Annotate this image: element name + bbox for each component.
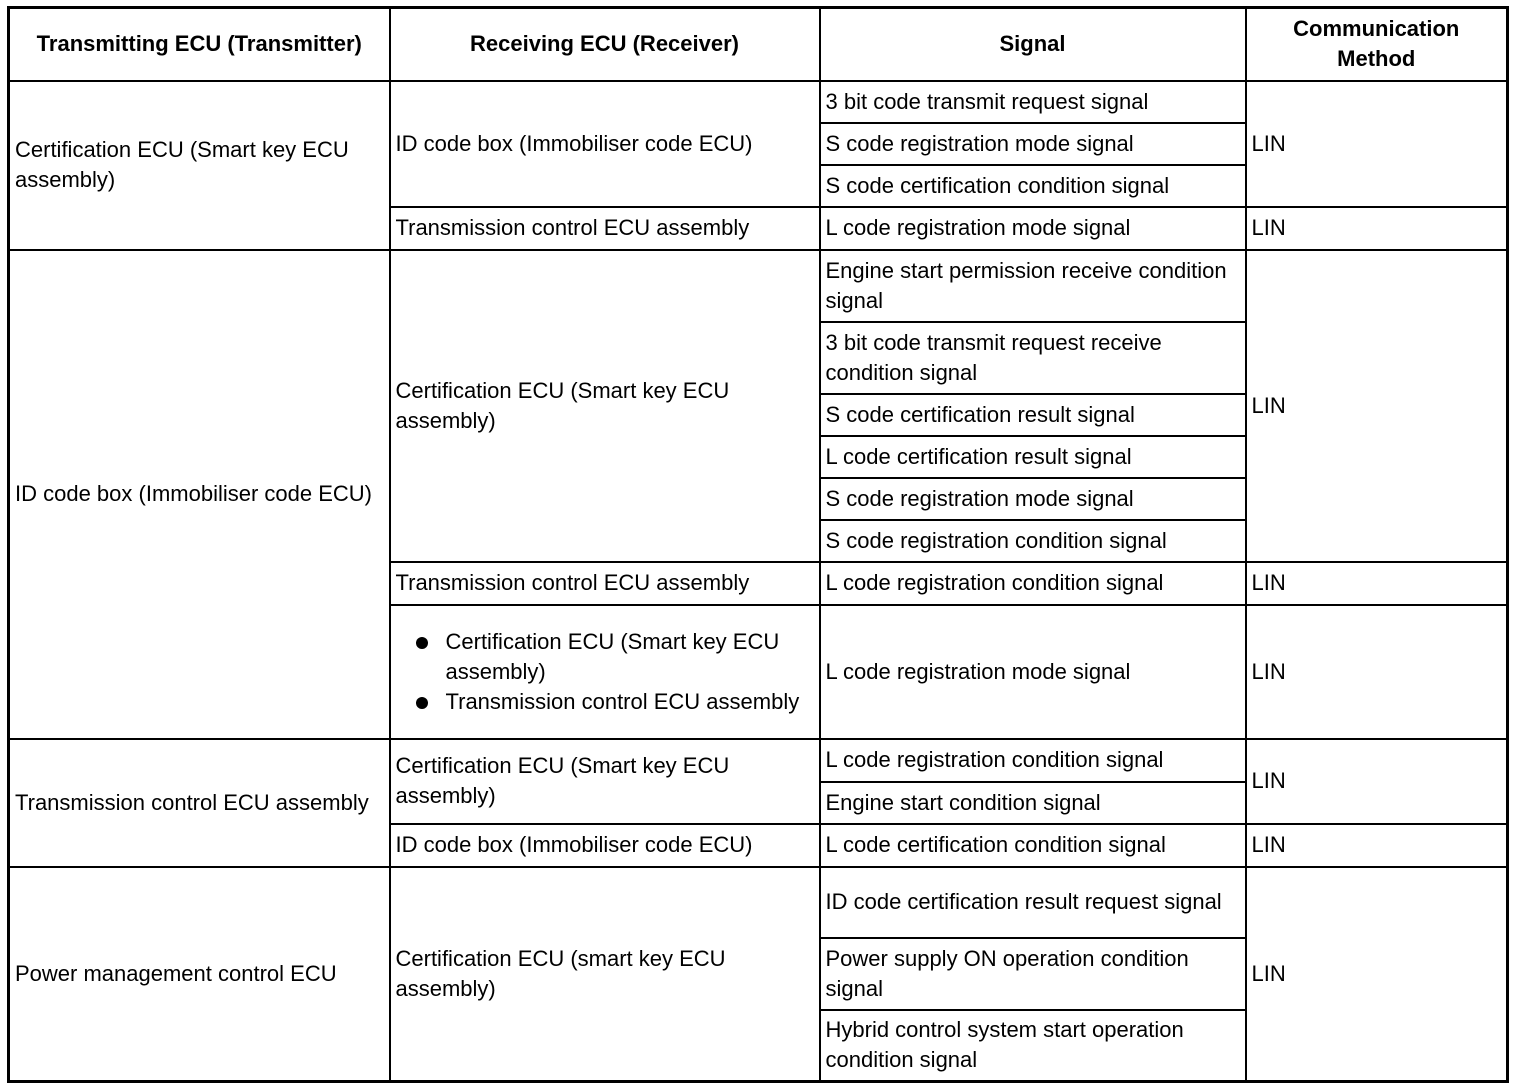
- receiver-cell: Certification ECU (Smart key ECU assembly): [390, 250, 820, 562]
- transmitter-cell: Transmission control ECU assembly: [9, 739, 390, 867]
- method-cell: LIN: [1246, 81, 1508, 207]
- ecu-communication-table: [7, 6, 1509, 1083]
- header-receiver: Receiving ECU (Receiver): [390, 8, 820, 81]
- receiver-cell: Transmission control ECU assembly: [390, 562, 820, 605]
- receiver-list-item: Certification ECU (Smart key ECU assembly): [396, 627, 814, 687]
- receiver-cell: Certification ECU (Smart key ECU assembly): [390, 739, 820, 824]
- signal-cell: S code registration mode signal: [820, 478, 1246, 520]
- method-cell: LIN: [1246, 824, 1508, 867]
- table-row: [9, 250, 1508, 322]
- table-row: [9, 81, 1508, 123]
- signal-cell: 3 bit code transmit request signal: [820, 81, 1246, 123]
- header-signal: Signal: [820, 8, 1246, 81]
- method-cell: LIN: [1246, 207, 1508, 250]
- signal-cell: Engine start permission receive condition signal: [820, 250, 1246, 322]
- receiver-cell: Certification ECU (smart key ECU assembly): [390, 867, 820, 1082]
- signal-cell: S code certification result signal: [820, 394, 1246, 436]
- signal-cell: Power supply ON operation condition signal: [820, 938, 1246, 1010]
- signal-cell: S code registration mode signal: [820, 123, 1246, 165]
- signal-cell: ID code certification result request signal: [820, 867, 1246, 938]
- signal-cell: L code certification result signal: [820, 436, 1246, 478]
- method-cell: LIN: [1246, 250, 1508, 562]
- signal-cell: S code registration condition signal: [820, 520, 1246, 562]
- table-row: [9, 867, 1508, 938]
- table-row: [9, 739, 1508, 782]
- signal-cell: L code registration condition signal: [820, 562, 1246, 605]
- method-cell: LIN: [1246, 562, 1508, 605]
- receiver-list: [396, 627, 814, 717]
- signal-cell: L code registration mode signal: [820, 605, 1246, 739]
- transmitter-cell: ID code box (Immobiliser code ECU): [9, 250, 390, 739]
- signal-cell: S code certification condition signal: [820, 165, 1246, 207]
- receiver-cell: ID code box (Immobiliser code ECU): [390, 824, 820, 867]
- signal-cell: L code registration mode signal: [820, 207, 1246, 250]
- signal-cell: Engine start condition signal: [820, 782, 1246, 824]
- receiver-cell: Transmission control ECU assembly: [390, 207, 820, 250]
- receiver-list-cell: [390, 605, 820, 739]
- header-method: Communication Method: [1246, 8, 1508, 81]
- receiver-list-item: Transmission control ECU assembly: [396, 687, 814, 717]
- transmitter-cell: Certification ECU (Smart key ECU assembly): [9, 81, 390, 250]
- method-cell: LIN: [1246, 739, 1508, 824]
- signal-cell: Hybrid control system start operation condition signal: [820, 1010, 1246, 1082]
- header-transmitter: Transmitting ECU (Transmitter): [9, 8, 390, 81]
- signal-cell: L code certification condition signal: [820, 824, 1246, 867]
- transmitter-cell: Power management control ECU: [9, 867, 390, 1082]
- method-cell: LIN: [1246, 605, 1508, 739]
- signal-cell: 3 bit code transmit request receive condition signal: [820, 322, 1246, 394]
- receiver-cell: ID code box (Immobiliser code ECU): [390, 81, 820, 207]
- method-cell: LIN: [1246, 867, 1508, 1082]
- signal-cell: L code registration condition signal: [820, 739, 1246, 782]
- header-row: [9, 8, 1508, 81]
